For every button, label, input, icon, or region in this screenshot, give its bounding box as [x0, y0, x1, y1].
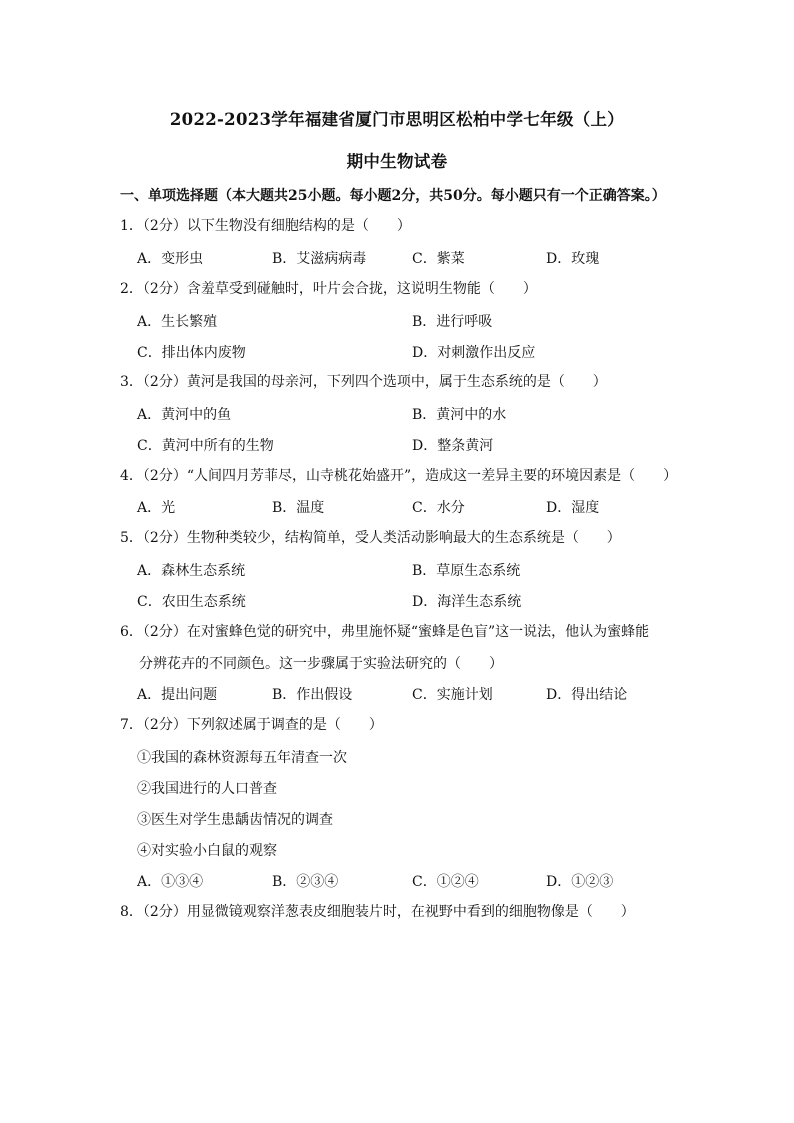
question-8-stem: 8．（2分）用显微镜观察洋葱表皮细胞装片时，在视野中看到的细胞物像是（ ）	[120, 904, 635, 920]
question-3-option-b: B．黄河中的水	[412, 407, 507, 423]
question-3-option-c: C．黄河中所有的生物	[137, 438, 274, 454]
question-7-item-4: ④对实验小白鼠的观察	[137, 843, 277, 859]
question-1-stem: 1．（2分）以下生物没有细胞结构的是（ ）	[120, 218, 411, 234]
question-4-option-d: D．湿度	[546, 500, 600, 516]
question-7-item-3: ③医生对学生患龋齿情况的调查	[137, 812, 333, 828]
question-6-stem: 6．（2分）在对蜜蜂色觉的研究中，弗里施怀疑“蜜蜂是色盲”这一说法，他认为蜜蜂能	[120, 624, 650, 640]
section-heading: 一、单项选择题（本大题共25小题。每小题2分，共50分。每小题只有一个正确答案。）	[120, 188, 666, 204]
question-4-option-b: B．温度	[272, 500, 325, 516]
question-7-stem: 7．（2分）下列叙述属于调查的是（ ）	[120, 717, 383, 733]
question-2-option-a: A．生长繁殖	[137, 314, 218, 330]
question-7-item-2: ②我国进行的人口普查	[137, 781, 277, 797]
question-7-option-a: A．①③④	[137, 874, 204, 890]
question-7-option-d: D．①②③	[546, 874, 614, 890]
question-1-option-d: D．玫瑰	[546, 251, 600, 267]
question-5-option-b: B．草原生态系统	[412, 563, 521, 579]
question-5-option-c: C．农田生态系统	[137, 594, 246, 610]
question-3-option-d: D．整条黄河	[412, 438, 494, 454]
exam-subtitle: 期中生物试卷	[346, 152, 448, 171]
question-4-option-a: A．光	[137, 500, 176, 516]
question-1-option-c: C．紫菜	[412, 251, 465, 267]
question-3-stem: 3．（2分）黄河是我国的母亲河，下列四个选项中，属于生态系统的是（ ）	[120, 374, 607, 390]
question-6-option-d: D．得出结论	[546, 687, 628, 703]
question-2-option-d: D．对刺激作出反应	[412, 345, 536, 361]
question-7-item-1: ①我国的森林资源每五年清查一次	[137, 750, 347, 766]
question-6-option-b: B．作出假设	[272, 687, 353, 703]
question-6-option-c: C．实施计划	[412, 687, 493, 703]
question-5-option-d: D．海洋生态系统	[412, 594, 522, 610]
question-6-option-a: A．提出问题	[137, 687, 218, 703]
question-5-option-a: A．森林生态系统	[137, 563, 246, 579]
question-6-stem-continued: 分辨花卉的不同颜色。这一步骤属于实验法研究的（ ）	[139, 656, 503, 672]
question-7-option-b: B．②③④	[272, 874, 339, 890]
question-4-option-c: C．水分	[412, 500, 465, 516]
question-4-stem: 4．（2分）“人间四月芳菲尽，山寺桃花始盛开”，造成这一差异主要的环境因素是（ ）	[120, 468, 678, 484]
question-1-option-a: A．变形虫	[137, 251, 204, 267]
question-7-option-c: C．①②④	[412, 874, 479, 890]
question-3-option-a: A．黄河中的鱼	[137, 407, 232, 423]
question-2-option-c: C．排出体内废物	[137, 345, 246, 361]
exam-title: 2022-2023学年福建省厦门市思明区松柏中学七年级（上）	[169, 110, 625, 129]
question-2-stem: 2．（2分）含羞草受到碰触时，叶片会合拢，这说明生物能（ ）	[120, 281, 537, 297]
question-1-option-b: B．艾滋病病毒	[272, 251, 367, 267]
question-5-stem: 5．（2分）生物种类较少，结构简单，受人类活动影响最大的生态系统是（ ）	[120, 530, 621, 546]
question-2-option-b: B．进行呼吸	[412, 314, 493, 330]
